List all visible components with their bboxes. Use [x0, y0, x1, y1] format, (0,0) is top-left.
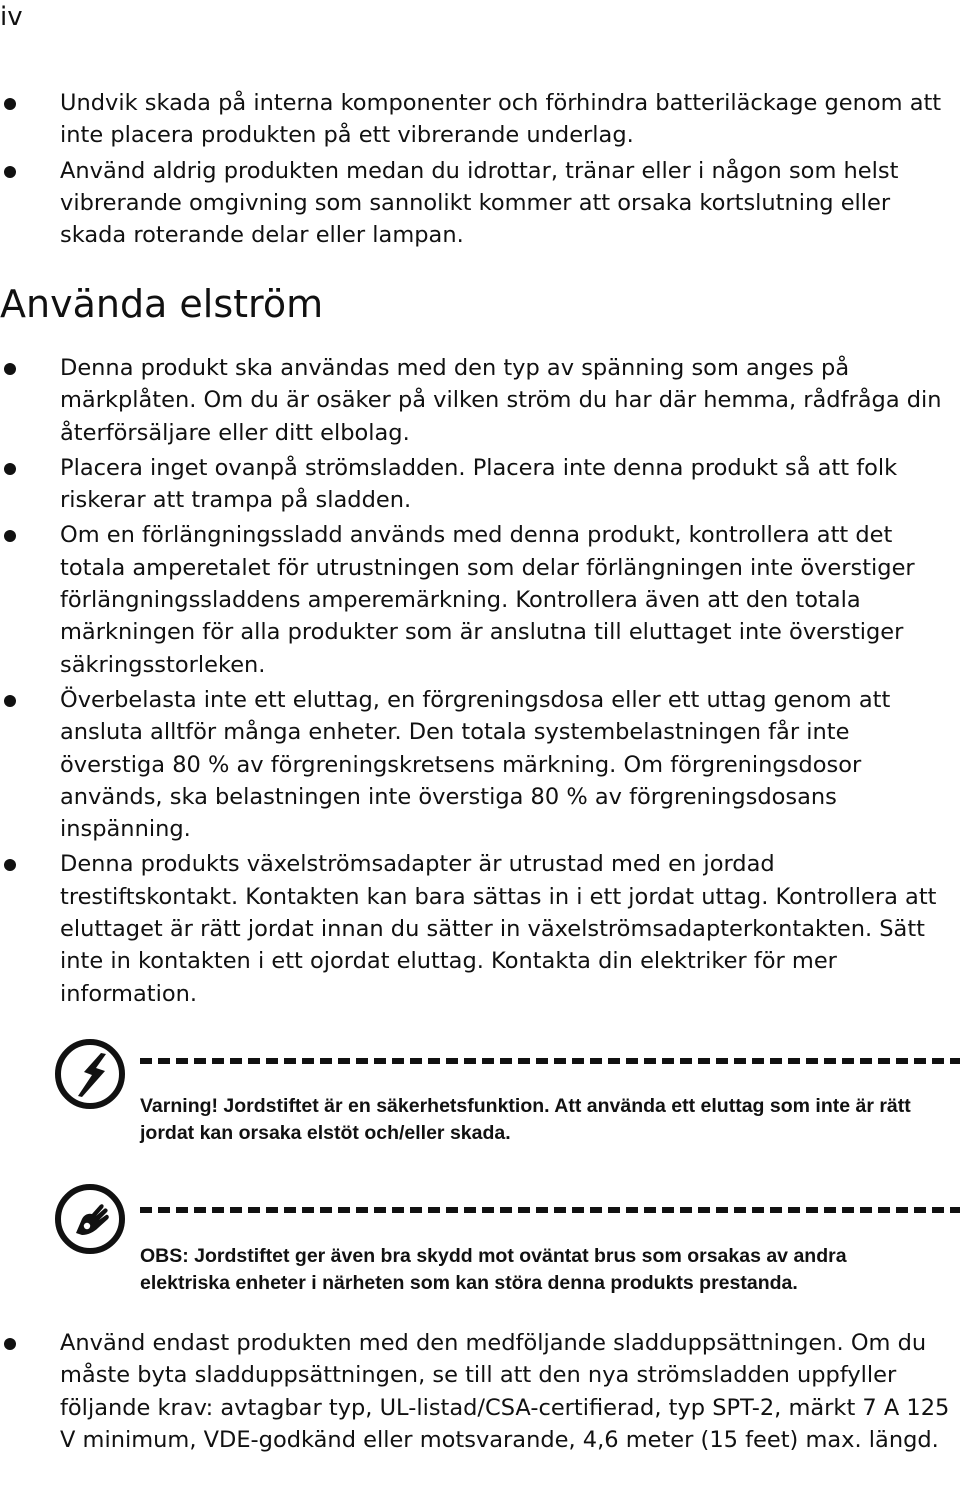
list-item	[0, 155, 955, 252]
list-item-text: Om en förlängningssladd används med denna produkt, kontrollera att det totala amperetalet för utrustningen som delar förlängningen inte överstiger förlängningssladdens amperemärkning. Kontrollera även att den totala märkningen för alla produkter som är anslutna till eluttaget inte överstiger säkringsstorleken.	[60, 522, 915, 678]
list-item-text: Placera inget ovanpå strömsladden. Placera inte denna produkt så att folk riskerar att trampa på sladden.	[60, 454, 898, 514]
list-item	[0, 1327, 955, 1456]
bullet-icon	[4, 695, 16, 707]
list-item-text: Undvik skada på interna komponenter och förhindra batteriläckage genom att inte placera produkten på ett vibrerande underlag.	[60, 90, 942, 149]
bullet-icon	[4, 363, 16, 375]
bullet-icon	[4, 463, 16, 475]
bullet-icon	[4, 1338, 16, 1350]
lightning-warning-icon	[54, 1038, 126, 1110]
list-item	[0, 452, 955, 517]
bullet-icon	[4, 859, 16, 871]
list-item	[0, 87, 955, 152]
bullet-list-bottom	[0, 1327, 955, 1459]
dashed-divider	[140, 1058, 960, 1064]
warning-text: Varning! Jordstiftet är en säkerhetsfunktion. Att använda ett eluttag som inte är rätt jordat kan orsaka elstöt och/eller skada.	[140, 1095, 911, 1144]
bullet-icon	[4, 166, 16, 178]
list-item	[0, 684, 955, 845]
list-item	[0, 848, 955, 1009]
page-number: iv	[0, 2, 23, 32]
bullet-icon	[4, 530, 16, 542]
section-heading: Använda elström	[0, 282, 324, 326]
list-item-text: Använd aldrig produkten medan du idrottar, tränar eller i någon som helst vibrerande omgivning som sannolikt kommer att orsaka kortslutning eller skada roterande delar eller lampan.	[60, 157, 899, 249]
list-item-text: Denna produkts växelströmsadapter är utrustad med en jordad trestiftskontakt. Kontakten kan bara sättas in i ett jordat uttag. Kontrollera att eluttaget är rätt jordat innan du sätter in växelströmsadapterkontakten. Sätt inte in kontakten i ett ojordat eluttag. Kontakta din elektriker för mer information.	[60, 851, 937, 1007]
bullet-icon	[4, 98, 16, 110]
note-text: OBS: Jordstiftet ger även bra skydd mot oväntat brus som orsakas av andra elektriska enheter i närheten som kan störa denna produkts prestanda.	[140, 1245, 847, 1294]
hand-note-icon	[54, 1183, 126, 1255]
list-item-text: Använd endast produkten med den medföljande sladduppsättningen. Om du måste byta sladduppsättningen, se till att den nya strömsladden uppfyller följande krav: avtagbar typ, UL-listad/CSA-certifierad, typ SPT-2, märkt 7 A 125 V minimum, VDE-godkänd eller motsvarande, 4,6 meter (15 feet) max. längd.	[60, 1330, 950, 1453]
bullet-list-top	[0, 87, 955, 254]
list-item	[0, 519, 955, 680]
list-item-text: Överbelasta inte ett eluttag, en förgreningsdosa eller ett uttag genom att ansluta alltför många enheter. Den totala systembelastningen får inte överstiga 80 % av förgreningskretsens märkning. Om förgreningsdosor används, ska belastningen inte överstiga 80 % av förgreningsdosans inspänning.	[60, 686, 891, 843]
dashed-divider	[140, 1207, 960, 1213]
list-item-text: Denna produkt ska användas med den typ av spänning som anges på märkplåten. Om du är osäker på vilken ström du har där hemma, rådfråga din återförsäljare eller ditt elbolag.	[60, 355, 942, 446]
list-item	[0, 352, 955, 449]
bullet-list-elstrom	[0, 352, 955, 1013]
